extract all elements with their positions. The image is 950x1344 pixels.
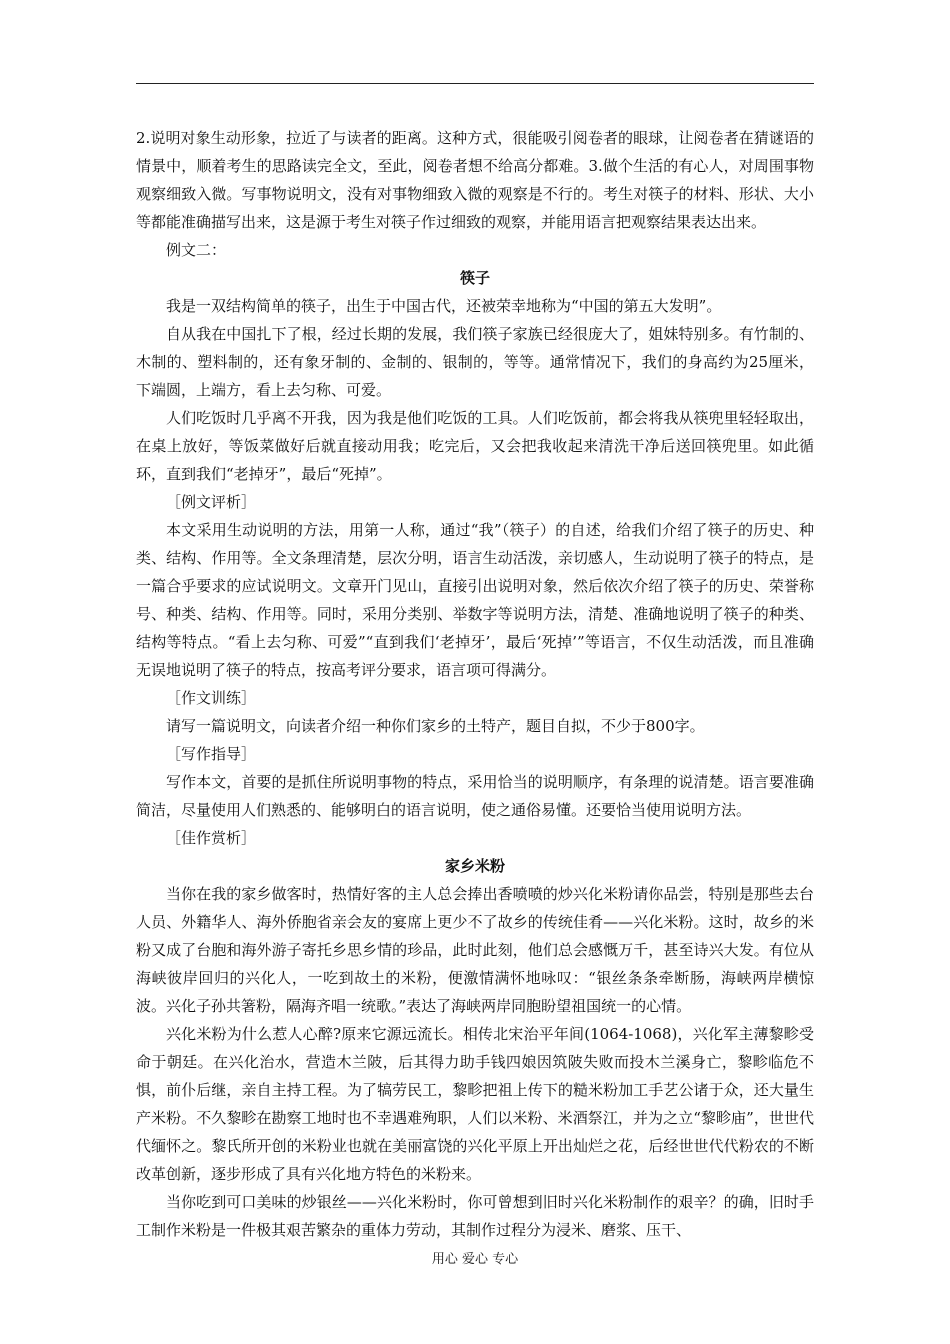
section-label-appreciation: ［佳作赏析］ [166,829,257,847]
paragraph: 自从我在中国扎下了根，经过长期的发展，我们筷子家族已经很庞大了，姐妹特别多。有竹制的、木制的、塑料制的，还有象牙制的、金制的、银制的，等等。通常情况下，我们的身高约为25厘米，下端圆，上端方，看上去匀称、可爱。 [136,325,814,399]
paragraph: 写作本文，首要的是抓住所说明事物的特点，采用恰当的说明顺序，有条理的说清楚。语言要准确简洁，尽量使用人们熟悉的、能够明白的语言说明，使之通俗易懂。还要恰当使用说明方法。 [136,773,814,819]
page-footer: 用心 爱心 专心 [431,1252,519,1267]
section-label-training: ［作文训练］ [166,689,257,707]
article-title-chopsticks: 筷子 [459,269,490,287]
paragraph: 本文采用生动说明的方法，用第一人称，通过“我”（筷子）的自述，给我们介绍了筷子的历史、种类、结构、作用等。全文条理清楚，层次分明，语言生动活泼，亲切感人，生动说明了筷子的特点，是一篇合乎要求的应试说明文。文章开门见山，直接引出说明对象，然后依次介绍了筷子的历史、荣誉称号、种类、结构、作用等。同时，采用分类别、举数字等说明方法，清楚、准确地说明了筷子的种类、结构等特点。“看上去匀称、可爱”“直到我们‘老掉牙’，最后‘死掉’”等语言，不仅生动活泼，而且准确无误地说明了筷子的特点，按高考评分要求，语言项可得满分。 [136,521,814,679]
example-label: 例文二： [166,241,227,259]
paragraph: 人们吃饭时几乎离不开我，因为我是他们吃饭的工具。人们吃饭前，都会将我从筷兜里轻轻取出，在桌上放好，等饭菜做好后就直接动用我；吃完后，又会把我收起来清洗干净后送回筷兜里。如此循环，直到我们“老掉牙”，最后“死掉”。 [136,409,814,483]
document-body [136,124,814,1244]
section-label-guide: ［写作指导］ [166,745,257,763]
paragraph: 当你吃到可口美味的炒银丝——兴化米粉时，你可曾想到旧时兴化米粉制作的艰辛？的确，旧时手工制作米粉是一件极其艰苦繁杂的重体力劳动，其制作过程分为浸米、磨浆、压干、 [136,1193,814,1239]
section-label-comment: ［例文评析］ [166,493,257,511]
paragraph: 我是一双结构简单的筷子，出生于中国古代，还被荣幸地称为“中国的第五大发明”。 [166,297,722,315]
paragraph: 2.说明对象生动形象，拉近了与读者的距离。这种方式，很能吸引阅卷者的眼球，让阅卷者在猜谜语的情景中，顺着考生的思路读完全文，至此，阅卷者想不给高分都难。3.做个生活的有心人，对周围事物观察细致入微。写事物说明文，没有对事物细致入微的观察是不行的。考生对筷子的材料、形状、大小等都能准确描写出来，这是源于考生对筷子作过细致的观察，并能用语言把观察结果表达出来。 [136,129,814,231]
paragraph: 请写一篇说明文，向读者介绍一种你们家乡的土特产，题目自拟，不少于800字。 [166,717,705,735]
paragraph: 当你在我的家乡做客时，热情好客的主人总会捧出香喷喷的炒兴化米粉请你品尝，特别是那些去台人员、外籍华人、海外侨胞省亲会友的宴席上更少不了故乡的传统佳肴——兴化米粉。这时，故乡的米粉又成了台胞和海外游子寄托乡思乡情的珍品，此时此刻，他们总会感慨万千，甚至诗兴大发。有位从海峡彼岸回归的兴化人，一吃到故土的米粉，便激情满怀地咏叹：“银丝条条牵断肠，海峡两岸横惊波。兴化子孙共箸粉，隔海齐唱一统歌。”表达了海峡两岸同胞盼望祖国统一的心情。 [136,885,814,1015]
paragraph: 兴化米粉为什么惹人心醉?原来它源远流长。相传北宋治平年间(1064-1068)，兴化军主薄黎畛受命于朝廷。在兴化治水，营造木兰陂，后其得力助手钱四娘因筑陂失败而投木兰溪身亡，黎畛临危不惧，前仆后继，亲自主持工程。为了犒劳民工，黎畛把祖上传下的糙米粉加工手艺公诸于众，还大量生产米粉。不久黎畛在勘察工地时也不幸遇难殉职，人们以米粉、米酒祭江，并为之立“黎畛庙”，世世代代缅怀之。黎氏所开创的米粉业也就在美丽富饶的兴化平原上开出灿烂之花，后经世世代代粉农的不断改革创新，逐步形成了具有兴化地方特色的米粉来。 [136,1025,814,1183]
article-title-rice-noodles: 家乡米粉 [444,857,505,875]
header-rule [136,83,814,84]
